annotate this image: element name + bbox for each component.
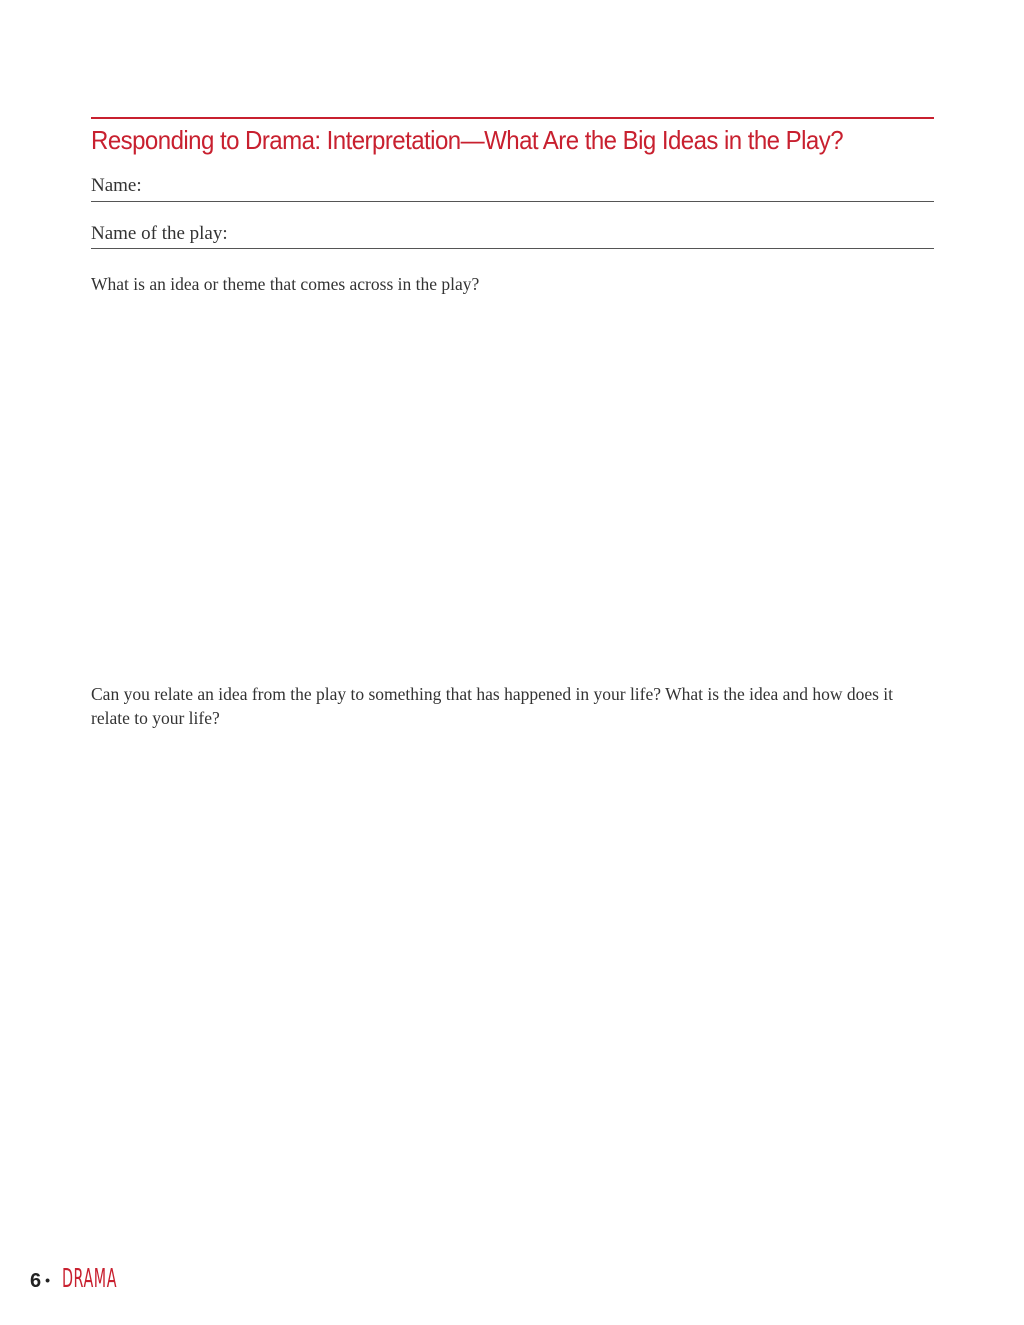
section-name: DRAMA	[62, 1264, 118, 1294]
play-name-field-label: Name of the play:	[91, 223, 228, 244]
footer-bullet: •	[45, 1272, 51, 1288]
question-relate-to-life: Can you relate an idea from the play to something that has happened in your life? What is the idea and how does it relate to your life?	[91, 684, 894, 728]
name-field[interactable]	[91, 173, 934, 202]
name-field-label: Name:	[91, 175, 142, 196]
worksheet-title: Responding to Drama: Interpretation—What Are the Big Ideas in the Play?	[91, 125, 844, 155]
answer-area-relate-to-life[interactable]	[91, 740, 934, 1240]
play-name-field[interactable]	[91, 221, 934, 249]
page-footer	[30, 1264, 162, 1304]
answer-area-theme[interactable]	[91, 300, 934, 670]
question-theme: What is an idea or theme that comes across in the play?	[91, 274, 480, 294]
title-top-rule	[91, 117, 934, 119]
page-number: 6	[30, 1270, 42, 1292]
